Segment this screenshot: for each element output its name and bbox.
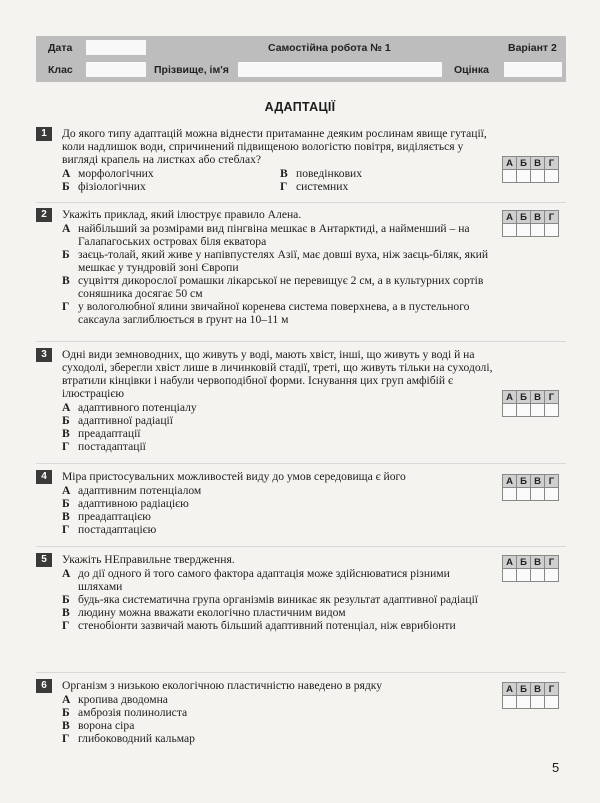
answer-letter: А <box>502 390 517 404</box>
surname-label: Прізвище, ім'я <box>154 64 229 76</box>
option <box>280 180 440 193</box>
grade-label: Оцінка <box>454 64 489 76</box>
question-number: 1 <box>36 127 52 141</box>
question-stem: Одні види земноводних, що живуть у воді, мають хвіст, інші, що живуть у воді й на суходолі, зберегли хвіст лише в личинковій стадії, треті, що живуть тільки на суходолі, втратили кінцівки і набули червоподібної форми. Існування цих груп амфібій є ілюстрацією <box>62 348 493 400</box>
option <box>280 167 440 180</box>
option-text: ворона сіра <box>78 719 135 732</box>
option-text: морфологічних <box>78 167 154 180</box>
question-1 <box>36 127 496 193</box>
option-text: кропива дводомна <box>78 693 168 706</box>
option-text: адаптивним потенціалом <box>78 484 202 497</box>
option <box>62 732 496 745</box>
option <box>62 706 496 719</box>
answer-grid-6 <box>502 682 566 709</box>
answer-options <box>62 401 496 453</box>
option-text: стенобіонти зазвичай мають більший адаптивний потенціал, ніж еврибіонти <box>78 619 456 632</box>
answer-cell[interactable] <box>502 488 517 501</box>
option <box>62 167 280 180</box>
question-stem: До якого типу адаптацій можна віднести притаманне деяким рослинам явище гутації, коли надлишок води, спричинений підвищеною вологістю повітря, виділяється у вигляді крапель на листках або стеблах? <box>62 127 487 166</box>
option <box>62 619 496 632</box>
answer-letter: В <box>530 210 545 224</box>
answer-cell[interactable] <box>516 170 531 183</box>
option-letter: Г <box>280 180 288 193</box>
date-field[interactable] <box>86 40 146 55</box>
option-letter: Г <box>62 619 70 632</box>
question-3 <box>36 348 496 453</box>
option-letter: Б <box>62 497 70 510</box>
option-text: преадаптацією <box>78 510 151 523</box>
answer-options <box>62 167 496 193</box>
answer-letter: Г <box>544 210 559 224</box>
option-text: преадаптації <box>78 427 141 440</box>
option <box>62 719 496 732</box>
option <box>62 180 280 193</box>
option-letter: Г <box>62 732 70 745</box>
answer-options <box>62 222 496 326</box>
option <box>62 222 496 248</box>
answer-cell[interactable] <box>530 488 545 501</box>
option <box>62 414 496 427</box>
option-text: людину можна вважати екологічно пластичним видом <box>78 606 346 619</box>
work-title: Самостійна робота № 1 <box>268 42 391 54</box>
answer-options <box>62 567 496 632</box>
answer-letter: А <box>502 474 517 488</box>
divider <box>36 463 566 464</box>
class-label: Клас <box>48 64 73 76</box>
option-letter: В <box>280 167 288 180</box>
option-text: системних <box>296 180 349 193</box>
grade-field[interactable] <box>504 62 562 77</box>
option-letter: В <box>62 606 70 619</box>
option-text: суцвіття дикорослої ромашки лікарської не перевищує 2 см, а в культурних сортів соняшника досягає 50 см <box>78 274 484 300</box>
option <box>62 606 496 619</box>
answer-letter: В <box>530 390 545 404</box>
answer-cell[interactable] <box>544 224 559 237</box>
option-letter: Б <box>62 414 70 427</box>
option-letter: А <box>62 167 71 180</box>
section-title: АДАПТАЦІЇ <box>264 100 336 114</box>
option-text: заєць-толай, який живе у напівпустелях Азії, має довші вуха, ніж заєць-біляк, який мешкає у тундровій зоні Європи <box>78 248 489 274</box>
option-letter: А <box>62 567 71 580</box>
option-letter: Б <box>62 180 70 193</box>
option <box>62 248 496 274</box>
option <box>62 497 496 510</box>
answer-letter: В <box>530 682 545 696</box>
question-number: 6 <box>36 679 52 693</box>
answer-letter: Г <box>544 390 559 404</box>
question-number: 2 <box>36 208 52 222</box>
option <box>62 484 496 497</box>
option-letter: А <box>62 484 71 497</box>
answer-letter: В <box>530 555 545 569</box>
answer-cell[interactable] <box>502 696 517 709</box>
option-text: постадаптації <box>78 440 146 453</box>
answer-letter: А <box>502 555 517 569</box>
answer-options <box>62 693 496 745</box>
option <box>62 567 496 593</box>
divider <box>36 546 566 547</box>
option-letter: В <box>62 719 70 732</box>
option-letter: Г <box>62 300 70 313</box>
option-letter: Г <box>62 523 70 536</box>
variant-label: Варіант 2 <box>508 42 557 54</box>
answer-letter: Б <box>516 210 531 224</box>
answer-letter: Б <box>516 555 531 569</box>
answer-cell[interactable] <box>502 404 517 417</box>
question-stem: Організм з низькою екологічною пластичністю наведено в рядку <box>62 679 383 692</box>
answer-letter: А <box>502 210 517 224</box>
answer-letter: А <box>502 156 517 170</box>
answer-cell[interactable] <box>502 224 517 237</box>
option-text: будь-яка систематична група організмів виникає як результат адаптивної радіації <box>78 593 479 606</box>
answer-cell[interactable] <box>544 696 559 709</box>
answer-cell[interactable] <box>516 224 531 237</box>
answer-cell[interactable] <box>544 488 559 501</box>
question-5 <box>36 553 496 632</box>
answer-letter: Г <box>544 682 559 696</box>
option-letter: Г <box>62 440 70 453</box>
option <box>62 523 496 536</box>
answer-cell[interactable] <box>502 170 517 183</box>
option-letter: Б <box>62 593 70 606</box>
option-text: у вологолюбної ялини звичайної коренева система поверхнева, а в пустельного саксаула заглиблюється в ґрунт на 10–11 м <box>78 300 470 326</box>
divider <box>36 341 566 342</box>
answer-letter: Б <box>516 156 531 170</box>
answer-grid-1 <box>502 156 566 183</box>
option-text: адаптивною радіацією <box>78 497 189 510</box>
option-letter: В <box>62 274 70 287</box>
option <box>62 274 496 300</box>
option-letter: А <box>62 693 71 706</box>
option-letter: В <box>62 427 70 440</box>
answer-cell[interactable] <box>544 170 559 183</box>
question-6 <box>36 679 496 745</box>
option <box>62 440 496 453</box>
answer-grid-3 <box>502 390 566 417</box>
answer-letter: Б <box>516 682 531 696</box>
answer-letter: Г <box>544 474 559 488</box>
answer-letter: Г <box>544 555 559 569</box>
answer-letter: Б <box>516 390 531 404</box>
option <box>62 510 496 523</box>
answer-letter: Б <box>516 474 531 488</box>
option-text: амброзія полинолиста <box>78 706 188 719</box>
answer-grid-4 <box>502 474 566 501</box>
answer-grid-2 <box>502 210 566 237</box>
divider <box>36 202 566 203</box>
option-letter: Б <box>62 248 70 261</box>
answer-cell[interactable] <box>516 488 531 501</box>
answer-grid-5 <box>502 555 566 582</box>
option-text: адаптивного потенціалу <box>78 401 197 414</box>
question-stem: Міра пристосувальних можливостей виду до умов середовища є його <box>62 470 406 483</box>
option-text: глибоководний кальмар <box>78 732 195 745</box>
page-number: 5 <box>552 760 560 775</box>
option <box>62 593 496 606</box>
answer-letter: А <box>502 682 517 696</box>
question-4 <box>36 470 496 536</box>
option-letter: А <box>62 401 71 414</box>
answer-cell[interactable] <box>530 696 545 709</box>
option-letter: Б <box>62 706 70 719</box>
answer-letter: Г <box>544 156 559 170</box>
answer-cell[interactable] <box>530 569 545 582</box>
answer-cell[interactable] <box>516 404 531 417</box>
question-number: 3 <box>36 348 52 362</box>
option-text: постадаптацією <box>78 523 157 536</box>
answer-cell[interactable] <box>530 224 545 237</box>
divider <box>36 672 566 673</box>
answer-cell[interactable] <box>530 404 545 417</box>
answer-letter: В <box>530 474 545 488</box>
option <box>62 401 496 414</box>
answer-cell[interactable] <box>502 569 517 582</box>
answer-options <box>62 484 496 536</box>
answer-cell[interactable] <box>544 404 559 417</box>
option-letter: В <box>62 510 70 523</box>
surname-field[interactable] <box>238 62 442 77</box>
option-text: адаптивної радіації <box>78 414 173 427</box>
answer-cell[interactable] <box>544 569 559 582</box>
class-field[interactable] <box>86 62 146 77</box>
option-text: найбільший за розмірами вид пінгвіна мешкає в Антарктиді, а найменший – на Галапагоських островах біля екватора <box>78 222 470 248</box>
option <box>62 427 496 440</box>
worksheet-header <box>36 36 566 82</box>
answer-cell[interactable] <box>516 569 531 582</box>
question-stem: Укажіть НЕправильне твердження. <box>62 553 235 566</box>
option <box>62 693 496 706</box>
question-2 <box>36 208 496 326</box>
option-text: до дії одного й того самого фактора адаптація може здійснюватися різними шляхами <box>78 567 450 593</box>
option <box>62 300 496 326</box>
option-letter: А <box>62 222 71 235</box>
date-label: Дата <box>48 42 73 54</box>
question-number: 4 <box>36 470 52 484</box>
answer-cell[interactable] <box>530 170 545 183</box>
answer-cell[interactable] <box>516 696 531 709</box>
option-text: поведінкових <box>296 167 363 180</box>
answer-letter: В <box>530 156 545 170</box>
question-stem: Укажіть приклад, який ілюструє правило Алена. <box>62 208 302 221</box>
question-number: 5 <box>36 553 52 567</box>
option-text: фізіологічних <box>78 180 146 193</box>
